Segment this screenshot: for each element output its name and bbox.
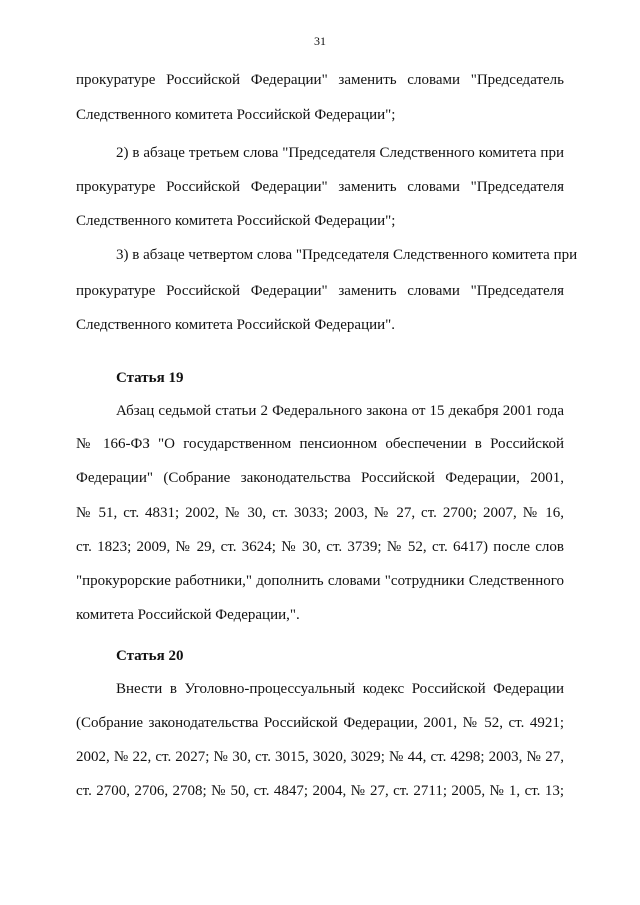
text-line: (Собрание законодательства Российской Федерации, 2001, № 52, ст. 4921; bbox=[76, 715, 564, 731]
text-line: ст. 1823; 2009, № 29, ст. 3624; № 30, ст. 3739; № 52, ст. 6417) после слов bbox=[76, 539, 564, 555]
text-line: ст. 2700, 2706, 2708; № 50, ст. 4847; 2004, № 27, ст. 2711; 2005, № 1, ст. 13; bbox=[76, 783, 564, 799]
text-line: Следственного комитета Российской Федерации". bbox=[76, 317, 396, 333]
text-line: Федерации" (Собрание законодательства Российской Федерации, 2001, bbox=[76, 470, 564, 486]
text-line: "прокурорские работники," дополнить словами "сотрудники Следственного bbox=[76, 573, 564, 589]
text-line: № 166-ФЗ "О государственном пенсионном обеспечении в Российской bbox=[76, 436, 564, 452]
text-line: Абзац седьмой статьи 2 Федерального закона от 15 декабря 2001 года bbox=[116, 403, 564, 419]
text-line: прокуратуре Российской Федерации" заменить словами "Председатель bbox=[76, 72, 564, 88]
text-line: Следственного комитета Российской Федерации"; bbox=[76, 213, 396, 229]
article-heading-19: Статья 19 bbox=[116, 370, 184, 386]
text-line: прокуратуре Российской Федерации" заменить словами "Председателя bbox=[76, 179, 564, 195]
text-line: прокуратуре Российской Федерации" заменить словами "Председателя bbox=[76, 283, 564, 299]
text-line: Внести в Уголовно-процессуальный кодекс Российской Федерации bbox=[116, 681, 564, 697]
text-line: 2002, № 22, ст. 2027; № 30, ст. 3015, 3020, 3029; № 44, ст. 4298; 2003, № 27, bbox=[76, 749, 564, 765]
text-line: комитета Российской Федерации,". bbox=[76, 607, 300, 623]
text-line: 2) в абзаце третьем слова "Председателя Следственного комитета при bbox=[116, 145, 564, 161]
text-line: 3) в абзаце четвертом слова "Председателя Следственного комитета при bbox=[116, 247, 578, 263]
page-number: 31 bbox=[314, 34, 326, 48]
text-line: № 51, ст. 4831; 2002, № 30, ст. 3033; 2003, № 27, ст. 2700; 2007, № 16, bbox=[76, 505, 564, 521]
text-line: Следственного комитета Российской Федерации"; bbox=[76, 107, 396, 123]
article-heading-20: Статья 20 bbox=[116, 648, 184, 664]
